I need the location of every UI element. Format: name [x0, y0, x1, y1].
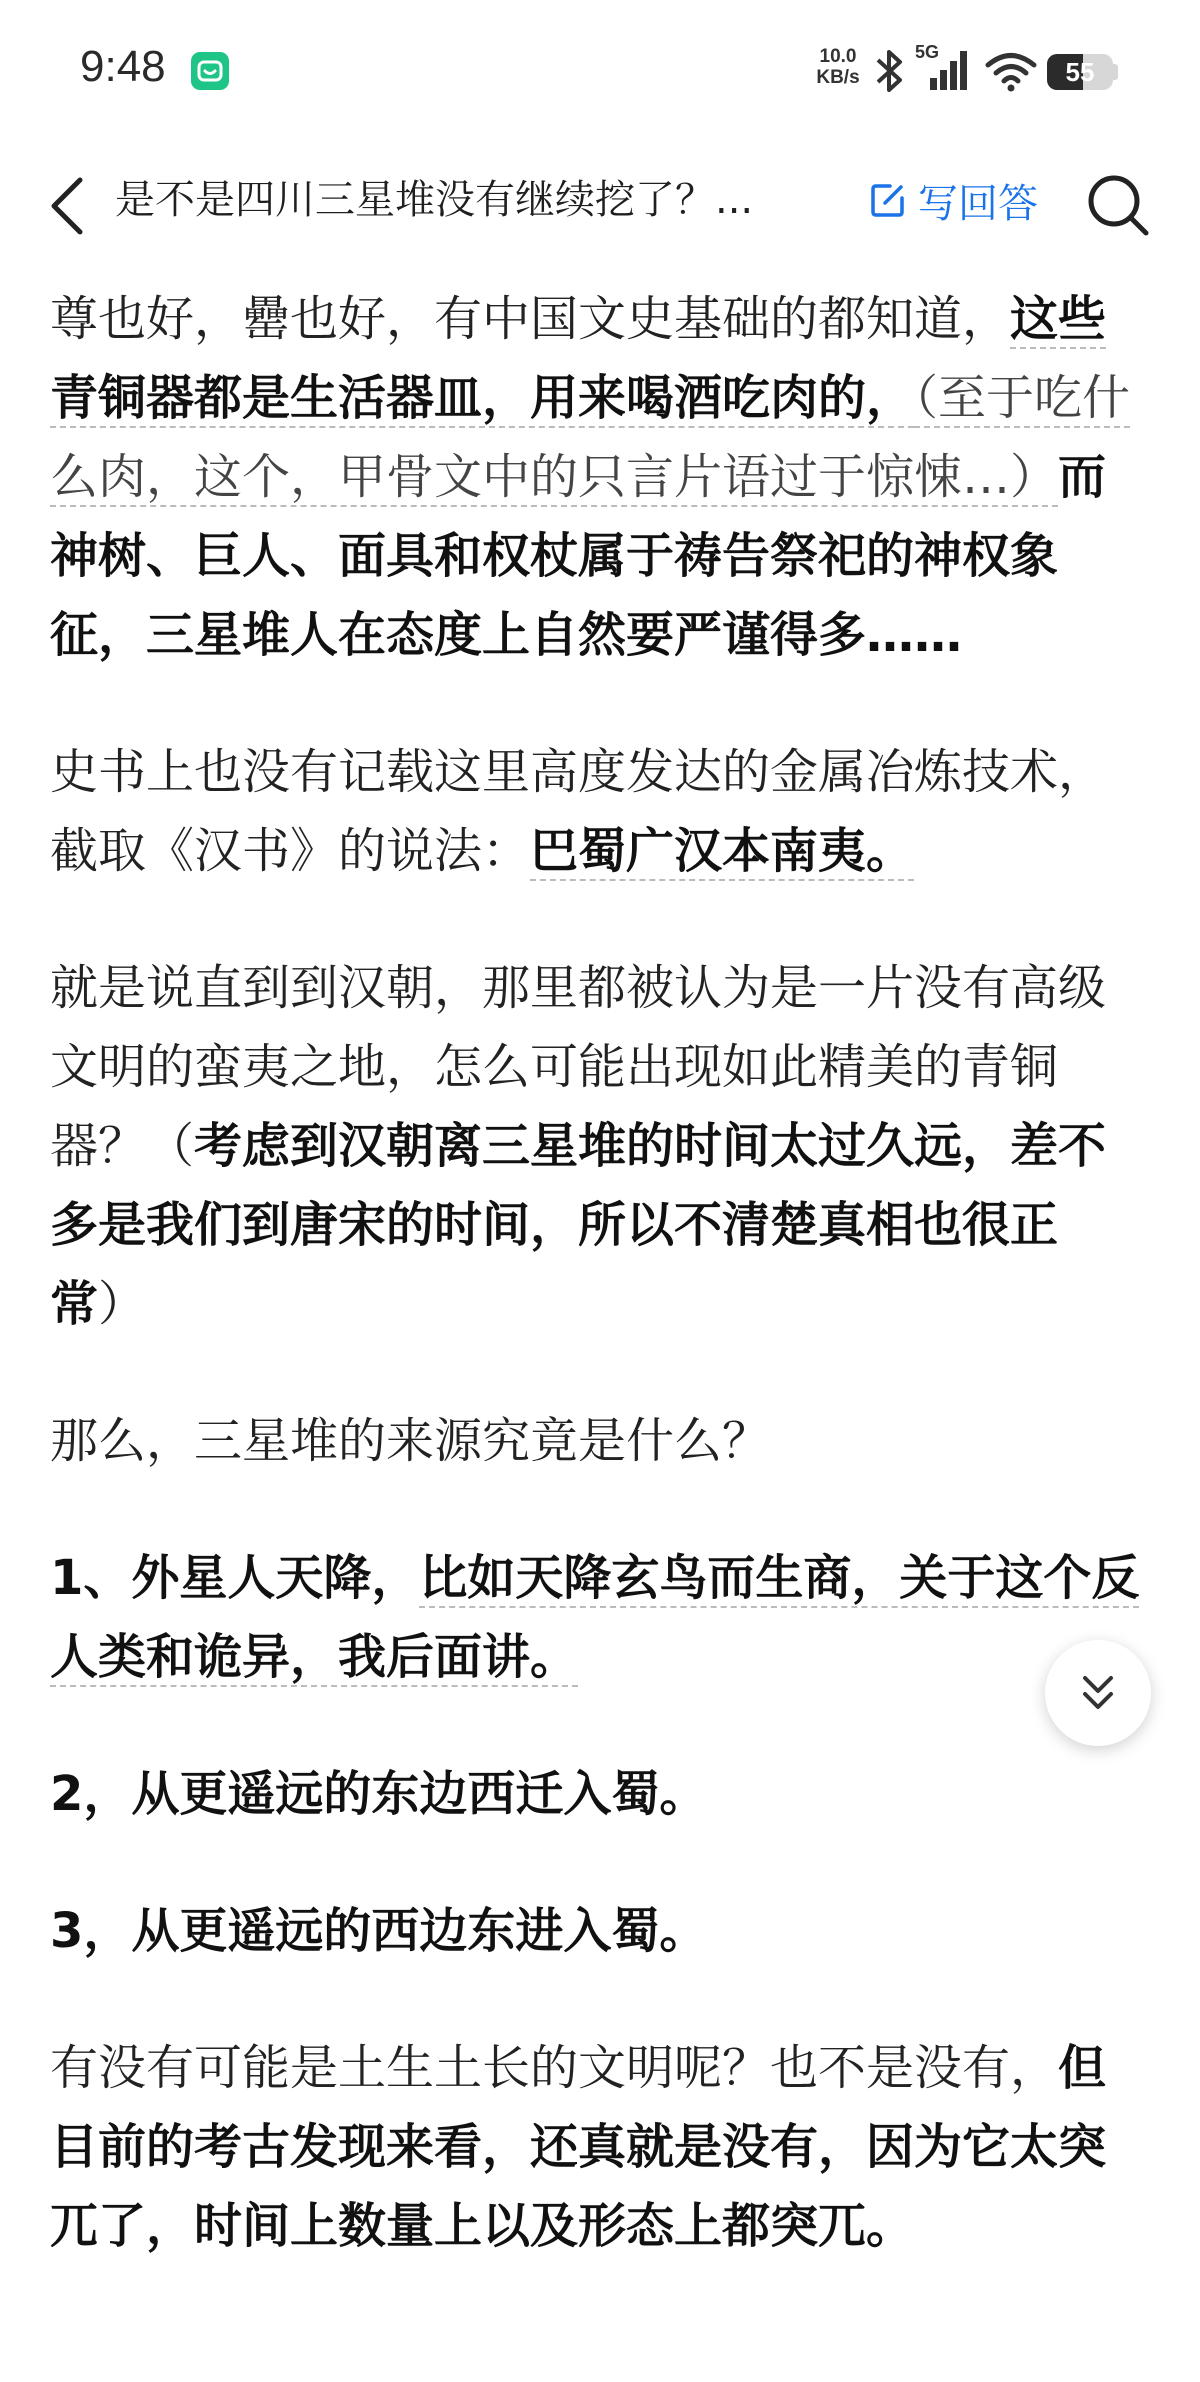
bold-span: 1、外星人天降， — [50, 1550, 420, 1606]
bold-span: 这些青铜器都是生活器皿，用来喝酒吃肉的， — [50, 291, 1107, 426]
battery-icon — [1047, 54, 1113, 90]
text-span: 有没有可能是土生土长的文明呢？也不是没有， — [50, 2040, 1059, 2096]
nav-bar — [0, 150, 1200, 260]
signal-icon — [916, 48, 972, 92]
write-answer-label: 写回答 — [918, 180, 1038, 227]
annotated-span[interactable]: （至于吃什么肉，这个，甲骨文中的只言片语过于惊悚…） — [50, 370, 1131, 505]
net-speed-value: 10.0 — [819, 46, 857, 67]
paragraph-7 — [50, 1892, 1150, 1971]
chevron-left-icon — [44, 176, 94, 236]
scroll-down-button[interactable] — [1045, 1640, 1151, 1746]
double-chevron-down-icon — [1077, 1672, 1119, 1714]
paragraph-3 — [50, 949, 1150, 1344]
search-button[interactable] — [1085, 172, 1151, 238]
text-span: ） — [98, 1276, 147, 1332]
text-span: 史书上也没有记载这里高度发达的金属冶炼技术，截取《汉书》的说法： — [50, 744, 1107, 879]
signal-label: 5G — [915, 42, 940, 62]
bold-span: 而神树、巨人、面具和权杖属于祷告祭祀的神权象征，三星堆人在态度上自然要严谨得多…… — [50, 449, 1107, 663]
bold-span: 考虑到汉朝离三星堆的时间太过久远，差不多是我们到唐宋的时间，所以不清楚真相也很正常 — [50, 1118, 1107, 1332]
paragraph-1 — [50, 280, 1150, 675]
bold-span[interactable]: 巴蜀广汉本南夷。 — [530, 823, 915, 879]
search-icon — [1085, 172, 1151, 238]
paragraph-8 — [50, 2029, 1150, 2266]
net-speed — [808, 46, 868, 88]
bluetooth-icon — [872, 48, 908, 94]
paragraph-2 — [50, 733, 1150, 891]
question-title[interactable]: 是不是四川三星堆没有继续挖了？... — [115, 177, 754, 223]
battery-tip — [1113, 64, 1118, 80]
bold-span[interactable]: 比如天降玄鸟而生商，关于这个反人类和诡异，我后面讲。 — [50, 1550, 1140, 1685]
answer-content — [50, 280, 1150, 2324]
write-answer-button[interactable] — [868, 172, 1038, 228]
paragraph-4: 那么，三星堆的来源究竟是什么？ — [50, 1413, 771, 1469]
bold-span: 但目前的考古发现来看，还真就是没有，因为它太突兀了，时间上数量上以及形态上都突兀。 — [50, 2040, 1107, 2254]
bold-span: 2，从更遥远的东边西迁入蜀。 — [50, 1766, 708, 1822]
battery-level: 55 — [1065, 57, 1095, 87]
status-bar — [0, 0, 1200, 150]
status-time: 9:48 — [80, 42, 166, 91]
text-span: 尊也好，罍也好，有中国文史基础的都知道， — [50, 291, 1011, 347]
edit-icon — [868, 180, 908, 220]
back-button[interactable] — [44, 176, 94, 236]
bold-span: 3，从更遥远的西边东进入蜀。 — [50, 1903, 708, 1959]
app-badge-icon — [191, 52, 229, 90]
net-speed-unit: KB/s — [816, 67, 860, 88]
paragraph-6 — [50, 1755, 1150, 1834]
paragraph-5 — [50, 1539, 1150, 1697]
text-span: 就是说直到到汉朝，那里都被认为是一片没有高级文明的蛮夷之地，怎么可能出现如此精美的青铜器？（ — [50, 960, 1107, 1174]
wifi-icon — [985, 52, 1037, 92]
